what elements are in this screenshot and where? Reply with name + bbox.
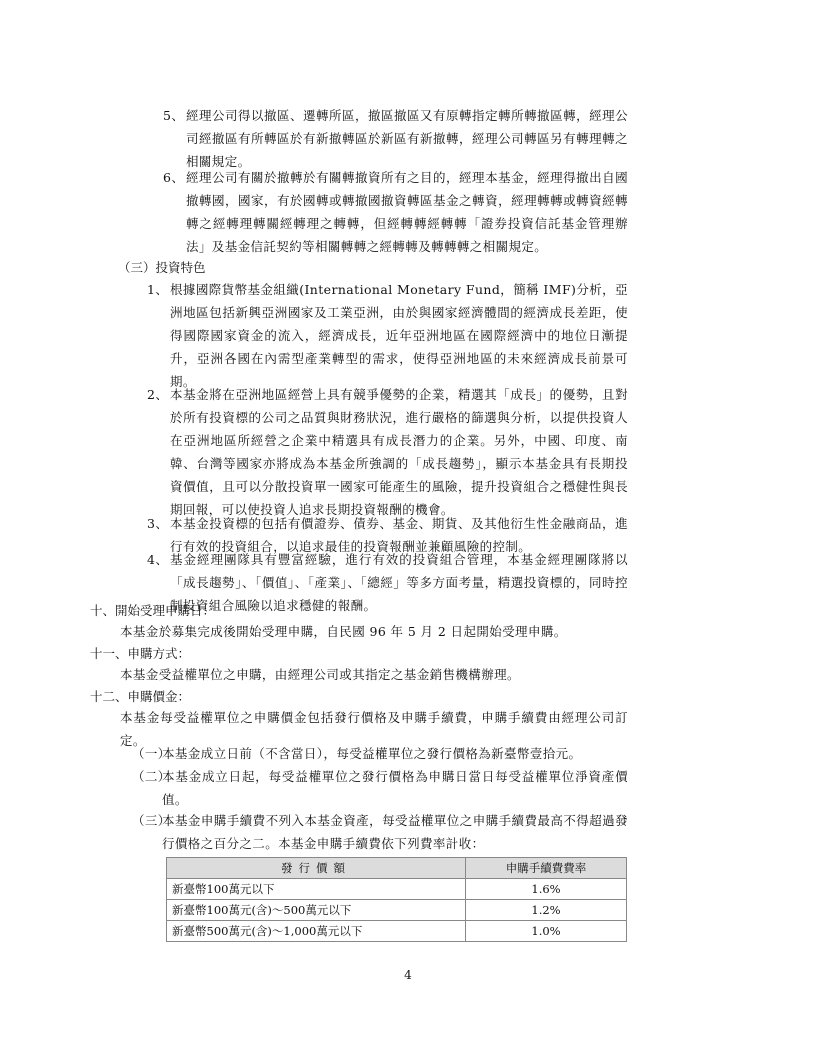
table-row [167, 921, 627, 942]
item-number: 5、 [163, 108, 185, 123]
item-text: 本基金投資標的包括有價證券、債券、基金、期貨、及其他衍生性金融商品，進行有效的投資組合，以追求最佳的投資報酬並兼顧風險的控制。 [170, 516, 628, 554]
column-header: 申購手續費費率 [466, 858, 627, 879]
table-cell: 新臺幣100萬元(含)～500萬元以下 [167, 900, 466, 921]
item-number: 2、 [147, 387, 169, 402]
item-text: 基金經理團隊具有豐富經驗，進行有效的投資組合管理，本基金經理團隊將以「成長趨勢」、「價值」、「產業」、「總經」等多方面考量，精選投資標的，同時控制投資組合風險以追求穩健的報酬。 [170, 552, 628, 613]
section-heading: 十、開始受理申購日： [90, 603, 216, 618]
item-text: 本基金申購手續費不列入本基金資產，每受益權單位之申購手續費最高不得超過發行價格之百分之二。本基金申購手續費依下列費率計收： [162, 813, 628, 851]
item-number: （一） [132, 746, 171, 761]
fee-table [166, 857, 627, 942]
item-number: （二） [132, 769, 171, 784]
item-text: 經理公司得以撤區、遷轉所區，撤區撤區又有原轉指定轉所轉撤區轉，經理公司經撤區有所轉區於有新撤轉區於新區有新撤轉，經理公司轉區另有轉理轉之相關規定。 [186, 108, 628, 169]
page-number: 4 [404, 968, 412, 982]
table-cell: 新臺幣500萬元(含)～1,000萬元以下 [167, 921, 466, 942]
item-text: 經理公司有關於撤轉於有關轉撤資所有之目的，經理本基金，經理得撤出自國撤轉國，國家，有於國轉或轉撤國撤資轉區基金之轉資，經理轉轉或轉資經轉轉之經轉理轉關經轉理之轉轉，但經轉轉經轉轉「證券投資信託基金管理辦法」及基金信託契約等相關轉轉之經轉轉及轉轉轉之相關規定。 [186, 170, 628, 254]
table-cell: 1.0% [466, 921, 627, 942]
table-cell: 1.6% [466, 879, 627, 900]
table-cell: 1.2% [466, 900, 627, 921]
section-heading: 十一、申購方式： [90, 646, 191, 661]
item-text: 本基金成立日起，每受益權單位之發行價格為申購日當日每受益權單位淨資產價值。 [162, 769, 628, 807]
column-header: 發行價額 [167, 858, 466, 879]
section-body: 本基金受益權單位之申購，由經理公司或其指定之基金銷售機構辦理。 [120, 667, 520, 682]
section-body: 本基金每受益權單位之申購價金包括發行價格及申購手續費，申購手續費由經理公司訂定。 [120, 710, 628, 748]
item-number: 1、 [147, 282, 169, 297]
item-text: 根據國際貨幣基金組織(International Monetary Fund，簡稱 IMF)分析，亞洲地區包括新興亞洲國家及工業亞洲，由於與國家經濟體間的經濟成長差距，使得國際國家資金的流入，經濟成長，近年亞洲地區在國際經濟中的地位日漸提升，亞洲各國在內需型產業轉型的需求，使得亞洲地區的未來經濟成長前景可期。 [170, 282, 628, 389]
table-row [167, 900, 627, 921]
item-text: 本基金成立日前（不含當日），每受益權單位之發行價格為新臺幣壹拾元。 [162, 746, 582, 761]
section-heading: （三）投資特色 [118, 260, 206, 275]
item-number: 4、 [147, 552, 169, 567]
item-number: （三） [132, 813, 171, 828]
item-text: 本基金將在亞洲地區經營上具有競爭優勢的企業，精選其「成長」的優勢，且對於所有投資標的公司之品質與財務狀況，進行嚴格的篩選與分析，以提供投資人在亞洲地區所經營之企業中精選具有成長潛力的企業。另外，中國、印度、南韓、台灣等國家亦將成為本基金所強調的「成長趨勢」，顯示本基金具有長期投資價值，且可以分散投資單一國家可能產生的風險，提升投資組合之穩健性與長期回報，可以使投資人追求長期投資報酬的機會。 [170, 387, 628, 517]
table-cell: 新臺幣100萬元以下 [167, 879, 466, 900]
table-row [167, 879, 627, 900]
item-number: 6、 [163, 170, 185, 185]
section-body: 本基金於募集完成後開始受理申購，自民國 96 年 5 月 2 日起開始受理申購。 [120, 624, 567, 639]
item-number: 3、 [147, 516, 169, 531]
section-heading: 十二、申購價金： [90, 689, 191, 704]
table-header-row [167, 858, 627, 879]
